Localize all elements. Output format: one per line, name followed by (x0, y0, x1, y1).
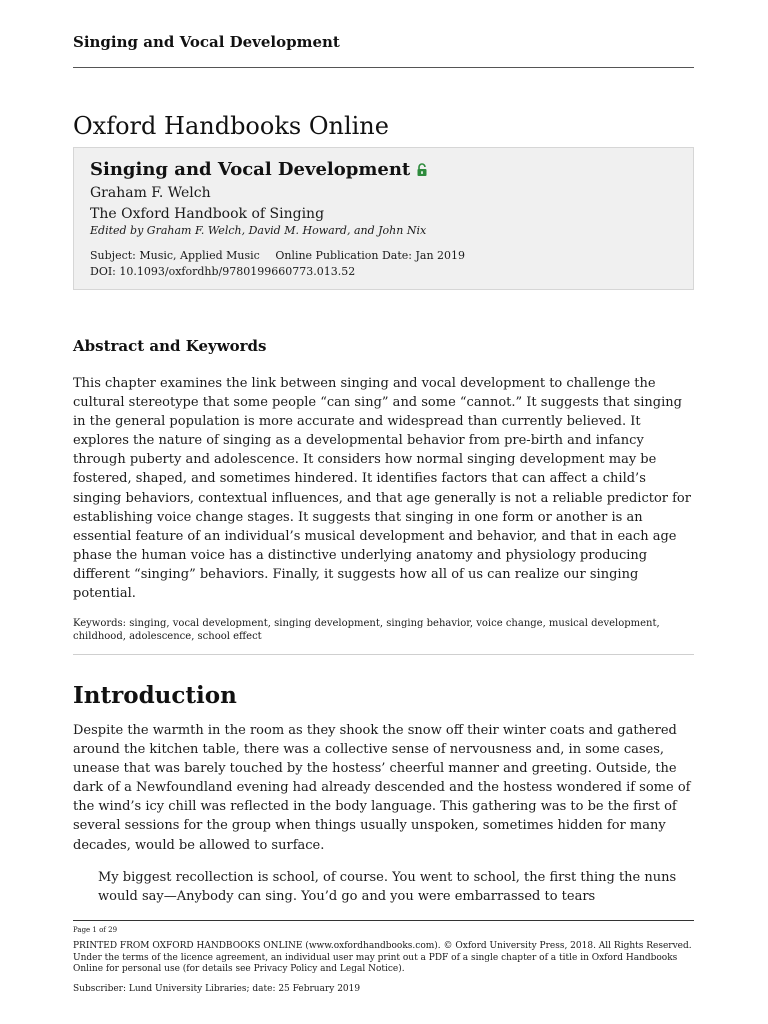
subject-value: Music, Applied Music (139, 249, 260, 262)
abstract-heading: Abstract and Keywords (73, 337, 267, 355)
chapter-author: Graham F. Welch (90, 185, 211, 201)
subject-label: Subject: (90, 249, 136, 262)
chapter-title-row (90, 159, 428, 180)
doi-value: 10.1093/oxfordhb/9780199660773.013.52 (119, 265, 356, 278)
footer-divider (73, 920, 694, 921)
abstract-text: This chapter examines the link between singing and vocal development to challenge the cultural stereotype that some people “can sing” and some “cannot.” It suggests that singing in the general population is more accurate and widespread than currently believed. It explores the nature of singing as a developmental behavior from pre-birth and infancy through puberty and adolescence. It considers how normal singing development may be fostered, shaped, and sometimes hindered. It identifies factors that can affect a child’s singing behaviors, contextual influences, and that age generally is not a reliable predictor for establishing voice change stages. It suggests that singing in one form or another is an essential feature of an individual’s musical development and behavior, and that in each age phase the human voice has a distinctive underlying anatomy and physiology producing different “singing” behaviors. Finally, it suggests how all of us can realize our singing potential. (73, 376, 691, 602)
chapter-title: Singing and Vocal Development (90, 159, 411, 180)
print-notice: PRINTED FROM OXFORD HANDBOOKS ONLINE (www.oxfordhandbooks.com). © Oxford University Press, 2018. All Rights Reserved. Under the terms of the licence agreement, an individual user may print out a PDF of a single chapter of a title in Oxford Handbooks Online for personal use (for details see Privacy Policy and Legal Notice). (73, 941, 692, 974)
open-access-lock-icon (416, 161, 428, 175)
page-number: Page 1 of 29 (73, 926, 118, 934)
introduction-heading: Introduction (73, 682, 237, 709)
doi-info (90, 265, 355, 278)
book-editors: Edited by Graham F. Welch, David M. Howard, and John Nix (90, 224, 427, 237)
running-header-title: Singing and Vocal Development (73, 33, 340, 51)
header-divider (73, 67, 694, 68)
keywords-text: Keywords: singing, vocal development, singing development, singing behavior, voice change, musical development, childhood, adolescence, school effect (73, 618, 660, 642)
pubdate-value: Jan 2019 (415, 249, 466, 262)
chapter-metadata-box (73, 147, 694, 290)
section-divider (73, 654, 694, 655)
block-quote: My biggest recollection is school, of course. You went to school, the first thing the nuns would say—Anybody can sing. You’d go and you were embarrassed to tears (98, 870, 677, 905)
doi-label: DOI: (90, 265, 116, 278)
subscriber-info: Subscriber: Lund University Libraries; date: 25 February 2019 (73, 984, 361, 994)
pubdate-label: Online Publication Date: (275, 249, 412, 262)
book-title: The Oxford Handbook of Singing (90, 206, 325, 222)
publication-info (90, 249, 465, 262)
introduction-paragraph: Despite the warmth in the room as they shook the snow off their winter coats and gathered around the kitchen table, there was a collective sense of nervousness and, in some cases, unease that was barely touched by the hostess’ cheerful manner and greeting. Outside, the dark of a Newfoundland evening had already descended and the hostess wondered if some of the wind’s icy chill was reflected in the body language. This gathering was to be the first of several sessions for the group when things usually unspoken, sometimes hidden for many decades, would be allowed to surface. (73, 723, 691, 853)
publisher-brand: Oxford Handbooks Online (73, 112, 389, 140)
